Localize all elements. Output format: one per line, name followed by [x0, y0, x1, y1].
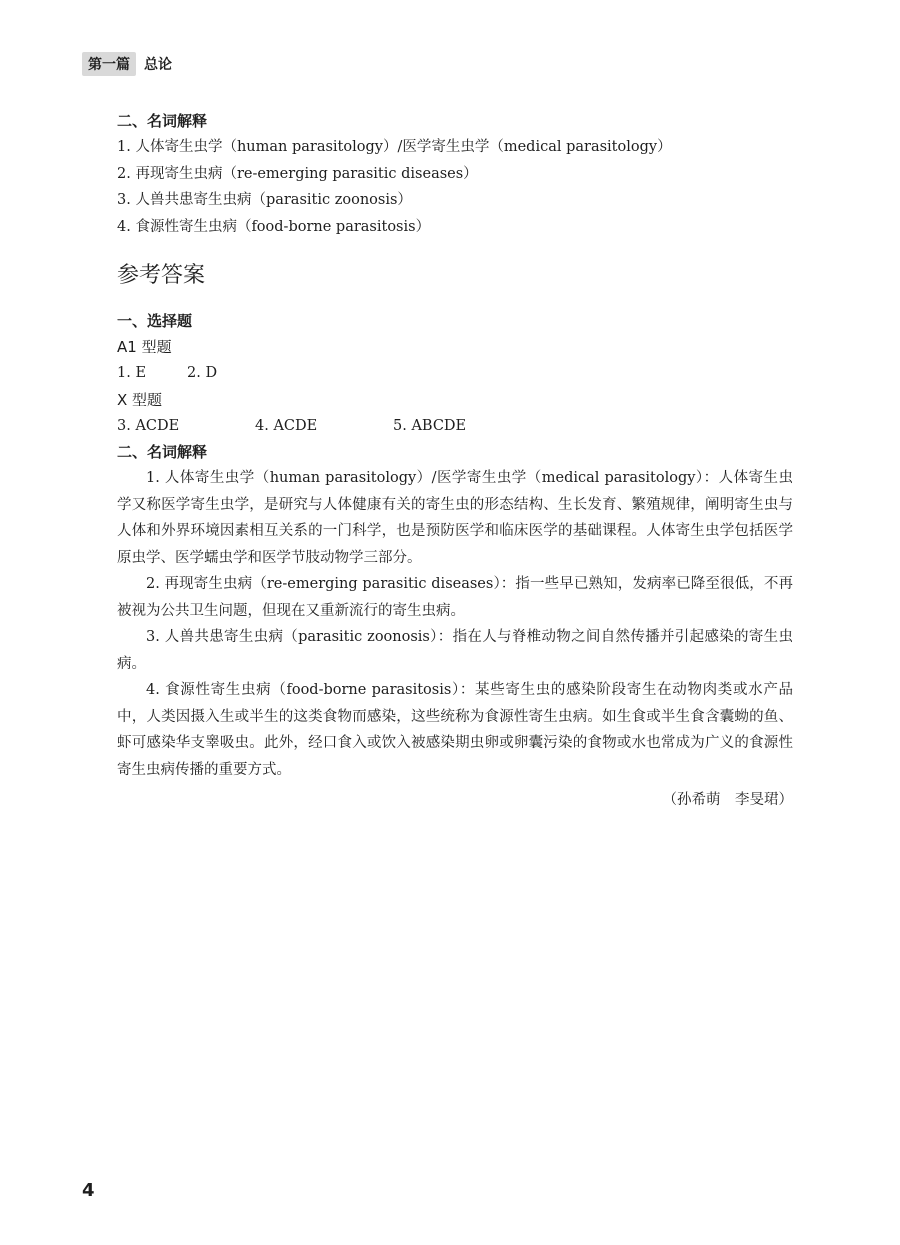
- chapter-title: 总论: [144, 57, 172, 73]
- x-heading: X 型题: [117, 390, 163, 409]
- answer-paragraph: 4. 食源性寄生虫病（food-borne parasitosis）：某些寄生虫的感染阶段寄生在动物肉类或水产品中，人类因摄入生或半生的这类食物而感染，这些统称为食源性寄生虫病。如生食或半生食含囊蚴的鱼、虾可感染华支睾吸虫。此外，经口食入或饮入被感染期虫卵或卵囊污染的食物或水也常成为广义的食源性寄生虫病传播的重要方式。: [117, 682, 793, 778]
- a1-heading: A1 型题: [117, 338, 172, 356]
- a1-answer-row: [117, 360, 793, 387]
- choice-heading: 一、选择题: [117, 312, 193, 330]
- page-number: 4: [82, 1180, 95, 1201]
- answer-item: 5. ABCDE: [393, 417, 467, 434]
- answer-item: 3. ACDE: [117, 417, 180, 434]
- term-item: 4. 食源性寄生虫病（food-borne parasitosis）: [117, 218, 431, 235]
- terms-section-heading: 二、名词解释: [117, 112, 208, 130]
- chapter-badge: 第一篇: [82, 52, 136, 76]
- author-signature: （孙希萌 李旻珺）: [662, 792, 793, 808]
- answer-item: 4. ACDE: [255, 417, 318, 434]
- page-content: [117, 108, 793, 814]
- term-item: 1. 人体寄生虫学（human parasitology）/医学寄生虫学（medical parasitology）: [117, 139, 672, 155]
- answer-paragraph: 3. 人兽共患寄生虫病（parasitic zoonosis）：指在人与脊椎动物之间自然传播并引起感染的寄生虫病。: [117, 629, 793, 672]
- answer-item: 1. E: [117, 365, 147, 381]
- term-item: 3. 人兽共患寄生虫病（parasitic zoonosis）: [117, 192, 412, 208]
- answer-item: 2. D: [187, 365, 218, 381]
- answers-title: 参考答案: [117, 263, 206, 288]
- answer-paragraph: 2. 再现寄生虫病（re-emerging parasitic diseases）：指一些早已熟知，发病率已降至很低，不再被视为公共卫生问题，但现在又重新流行的寄生虫病。: [117, 576, 793, 619]
- term-item: 2. 再现寄生虫病（re-emerging parasitic diseases）: [117, 165, 478, 182]
- answer-paragraph: 1. 人体寄生虫学（human parasitology）/医学寄生虫学（medical parasitology）：人体寄生虫学又称医学寄生虫学，是研究与人体健康有关的寄生虫的形态结构、生长发育、繁殖规律，阐明寄生虫与人体和外界环境因素相互关系的一门科学，也是预防医学和临床医学的基础课程。人体寄生虫学包括医学原虫学、医学蠕虫学和医学节肢动物学三部分。: [117, 470, 793, 566]
- x-answer-row: [117, 413, 793, 440]
- running-header: [82, 52, 172, 76]
- answers-terms-heading: 二、名词解释: [117, 443, 208, 461]
